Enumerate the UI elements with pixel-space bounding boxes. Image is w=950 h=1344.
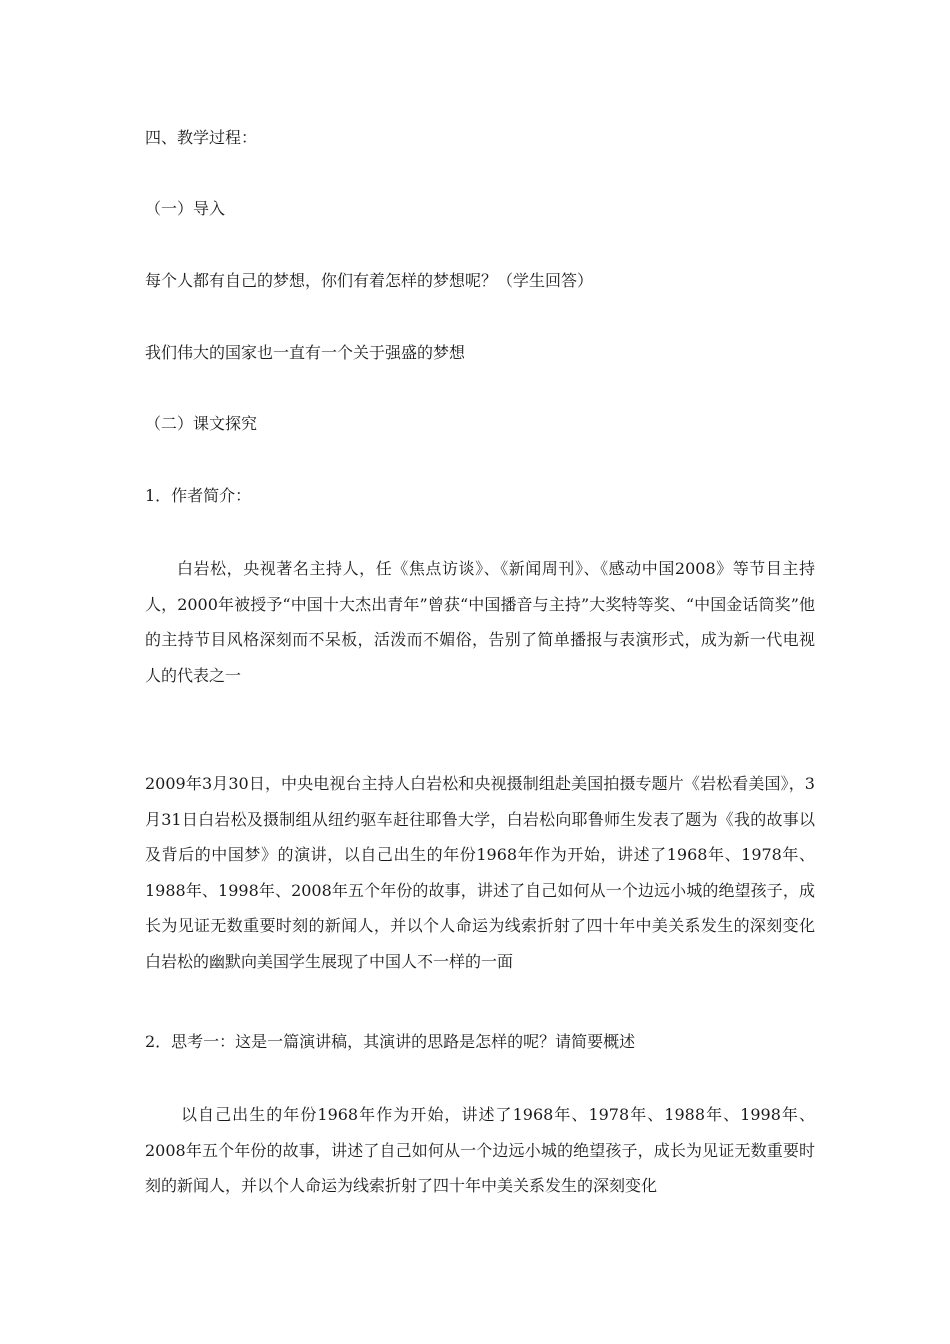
part-two-heading: （二）课文探究 <box>145 414 258 433</box>
answer-paragraph: 以自己出生的年份1968年作为开始，讲述了1968年、1978年、1988年、1998年、2008年五个年份的故事，讲述了自己如何从一个边远小城的绝望孩子，成长为见证无数重要时刻的新闻人，并以个人命运为线索折射了四十年中美关系发生的深刻变化 <box>145 1105 815 1195</box>
intro-question: 每个人都有自己的梦想，你们有着怎样的梦想呢？（学生回答） <box>145 271 594 290</box>
author-bio-paragraph: 白岩松，央视著名主持人，任《焦点访谈》、《新闻周刊》、《感动中国2008》等节目主持人，2000年被授予“中国十大杰出青年”曾获“中国播音与主持”大奖特等奖、“中国金话筒奖”他的主持节目风格深刻而不呆板，活泼而不媚俗，告别了简单播报与表演形式，成为新一代电视人的代表之一 <box>145 559 815 685</box>
speech-background-paragraph: 2009年3月30日，中央电视台主持人白岩松和央视摄制组赴美国拍摄专题片《岩松看美国》，3月31日白岩松及摄制组从纽约驱车赶往耶鲁大学，白岩松向耶鲁师生发表了题为《我的故事以及背后的中国梦》的演讲，以自己出生的年份1968年作为开始，讲述了1968年、1978年、1988年、1998年、2008年五个年份的故事，讲述了自己如何从一个边远小城的绝望孩子，成长为见证无数重要时刻的新闻人，并以个人命运为线索折射了四十年中美关系发生的深刻变化白岩松的幽默向美国学生展现了中国人不一样的一面 <box>145 774 815 971</box>
item-two-heading: 2．思考一：这是一篇演讲稿，其演讲的思路是怎样的呢？请简要概述 <box>145 1032 636 1051</box>
part-one-heading: （一）导入 <box>145 199 226 218</box>
section-heading: 四、教学过程： <box>145 128 258 147</box>
item-one-heading: 1．作者简介： <box>145 486 252 505</box>
intro-statement: 我们伟大的国家也一直有一个关于强盛的梦想 <box>145 343 466 362</box>
